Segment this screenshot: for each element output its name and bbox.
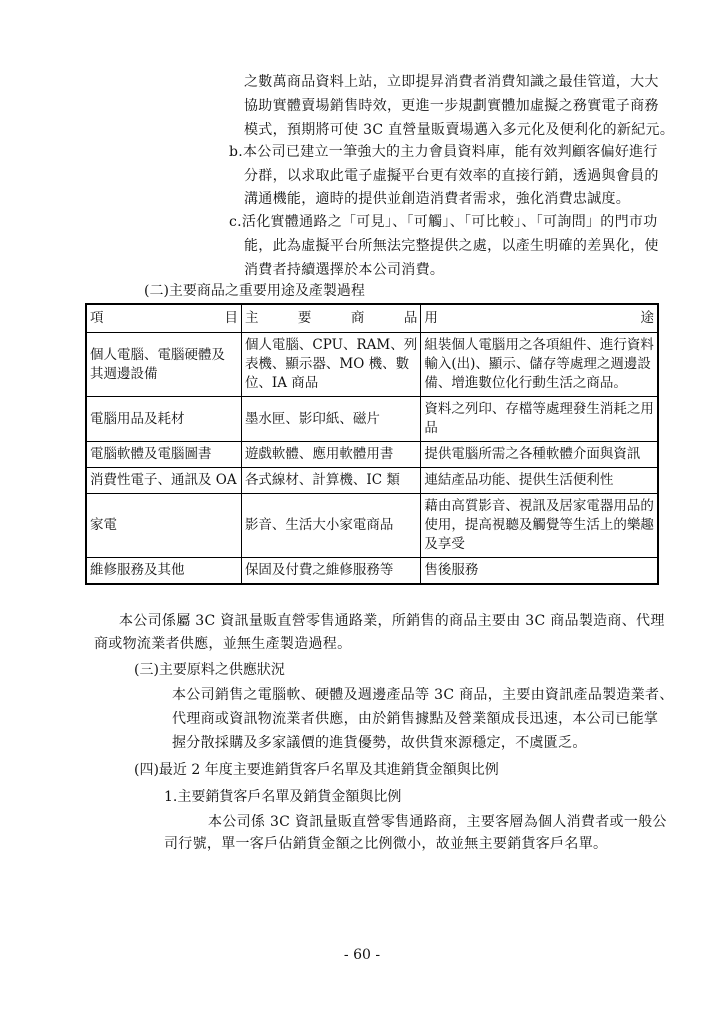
table-row [86, 494, 658, 558]
header-main-char: 要 [297, 310, 312, 326]
products-table [85, 303, 659, 585]
section-3-line: 代理商或資訊物流業者供應，由於銷售據點及營業額成長迅速，本公司已能掌 [172, 711, 659, 727]
header-main-product [241, 304, 420, 333]
header-use-char: 用 [424, 310, 438, 326]
item-c-line: 消費者持續選擇於本公司消費。 [244, 262, 445, 278]
cell-use: 資料之列印、存檔等處理發生消耗之用品 [421, 397, 658, 442]
subsection-1-heading: 1.主要銷貨客戶名單及銷貨金額與比例 [164, 789, 402, 805]
header-main-char: 商 [350, 310, 365, 326]
header-use-char: 途 [640, 310, 654, 326]
cell-use: 提供電腦所需之各種軟體介面與資訊 [421, 442, 658, 468]
header-item-char: 目 [224, 310, 238, 326]
table-row [86, 468, 658, 494]
header-main-char: 品 [403, 310, 418, 326]
section-4-heading: (四)最近 2 年度主要進銷貨客戶名單及其進銷貨金額與比例 [134, 762, 499, 778]
table-row [86, 397, 658, 442]
section-3-line: 本公司銷售之電腦軟、硬體及週邊產品等 3C 商品，主要由資訊產品製造業者、 [172, 687, 674, 703]
cell-main-product: 保固及付費之維修服務等 [241, 558, 420, 585]
cell-use: 組裝個人電腦用之各項組件、進行資料輸入(出)、顯示、儲存等處理之週邊設備、增進數位化行動生活之商品。 [421, 333, 658, 397]
cell-use: 藉由高質影音、視訊及居家電器用品的使用，提高視聽及觸覺等生活上的樂趣及享受 [421, 494, 658, 558]
cell-item: 家電 [86, 494, 241, 558]
header-item-char: 項 [90, 310, 104, 326]
cell-main-product: 個人電腦、CPU、RAM、列表機、顯示器、MO 機、數位、IA 商品 [241, 333, 420, 397]
intro-line: 模式，預期將可使 3C 直營量販賣場邁入多元化及便利化的新紀元。 [244, 122, 675, 138]
table-row [86, 558, 658, 585]
item-b-line: b.本公司已建立一筆強大的主力會員資料庫，能有效判顧客偏好進行 [229, 144, 658, 160]
section-3-line: 握分散採購及多家議價的進貨優勢，故供貨來源穩定，不虞匱乏。 [172, 735, 587, 751]
table-header-row [86, 304, 658, 333]
item-b-line: 溝通機能，適時的提供並創造消費者需求，強化消費忠誠度。 [244, 191, 631, 207]
cell-item: 電腦用品及耗材 [86, 397, 241, 442]
item-b-line: 分群，以求取此電子虛擬平台更有效率的直接行銷，透過與會員的 [244, 168, 659, 184]
cell-use: 售後服務 [421, 558, 658, 585]
after-table-line: 本公司係屬 3C 資訊量販直營零售通路業，所銷售的商品主要由 3C 商品製造商、代理 [119, 613, 665, 629]
cell-main-product: 影音、生活大小家電商品 [241, 494, 420, 558]
cell-main-product: 遊戲軟體、應用軟體用書 [241, 442, 420, 468]
item-c-line: 能，此為虛擬平台所無法完整提供之處，以產生明確的差異化，使 [244, 238, 659, 254]
table-row [86, 442, 658, 468]
header-main-char: 主 [244, 310, 259, 326]
cell-item: 維修服務及其他 [86, 558, 241, 585]
section-3-heading: (三)主要原料之供應狀況 [134, 662, 285, 678]
subsection-1-line: 司行號，單一客戶佔銷貨金額之比例微小，故並無主要銷貨客戶名單。 [164, 836, 608, 852]
page-number: - 60 - [343, 947, 381, 963]
table-row [86, 333, 658, 397]
cell-item: 消費性電子、通訊及 OA [86, 468, 241, 494]
cell-item: 電腦軟體及電腦圖書 [86, 442, 241, 468]
intro-line: 協助實體賣場銷售時效，更進一步規劃實體加虛擬之務實電子商務 [244, 98, 659, 114]
header-item [86, 304, 241, 333]
cell-main-product: 墨水匣、影印紙、磁片 [241, 397, 420, 442]
cell-item: 個人電腦、電腦硬體及其週邊設備 [86, 333, 241, 397]
cell-use: 連結產品功能、提供生活便利性 [421, 468, 658, 494]
cell-main-product: 各式線材、計算機、IC 類 [241, 468, 420, 494]
section-2-heading: (二)主要商品之重要用途及產製過程 [144, 283, 365, 299]
after-table-line: 商或物流業者供應，並無生產製造過程。 [94, 636, 352, 652]
item-c-line: c.活化實體通路之「可見」、「可觸」、「可比較」、「可詢問」的門市功 [229, 214, 658, 230]
subsection-1-line: 本公司係 3C 資訊量販直營零售通路商，主要客層為個人消費者或一般公 [208, 814, 667, 830]
intro-line: 之數萬商品資料上站，立即提昇消費者消費知識之最佳管道，大大 [244, 74, 659, 90]
header-use [421, 304, 658, 333]
